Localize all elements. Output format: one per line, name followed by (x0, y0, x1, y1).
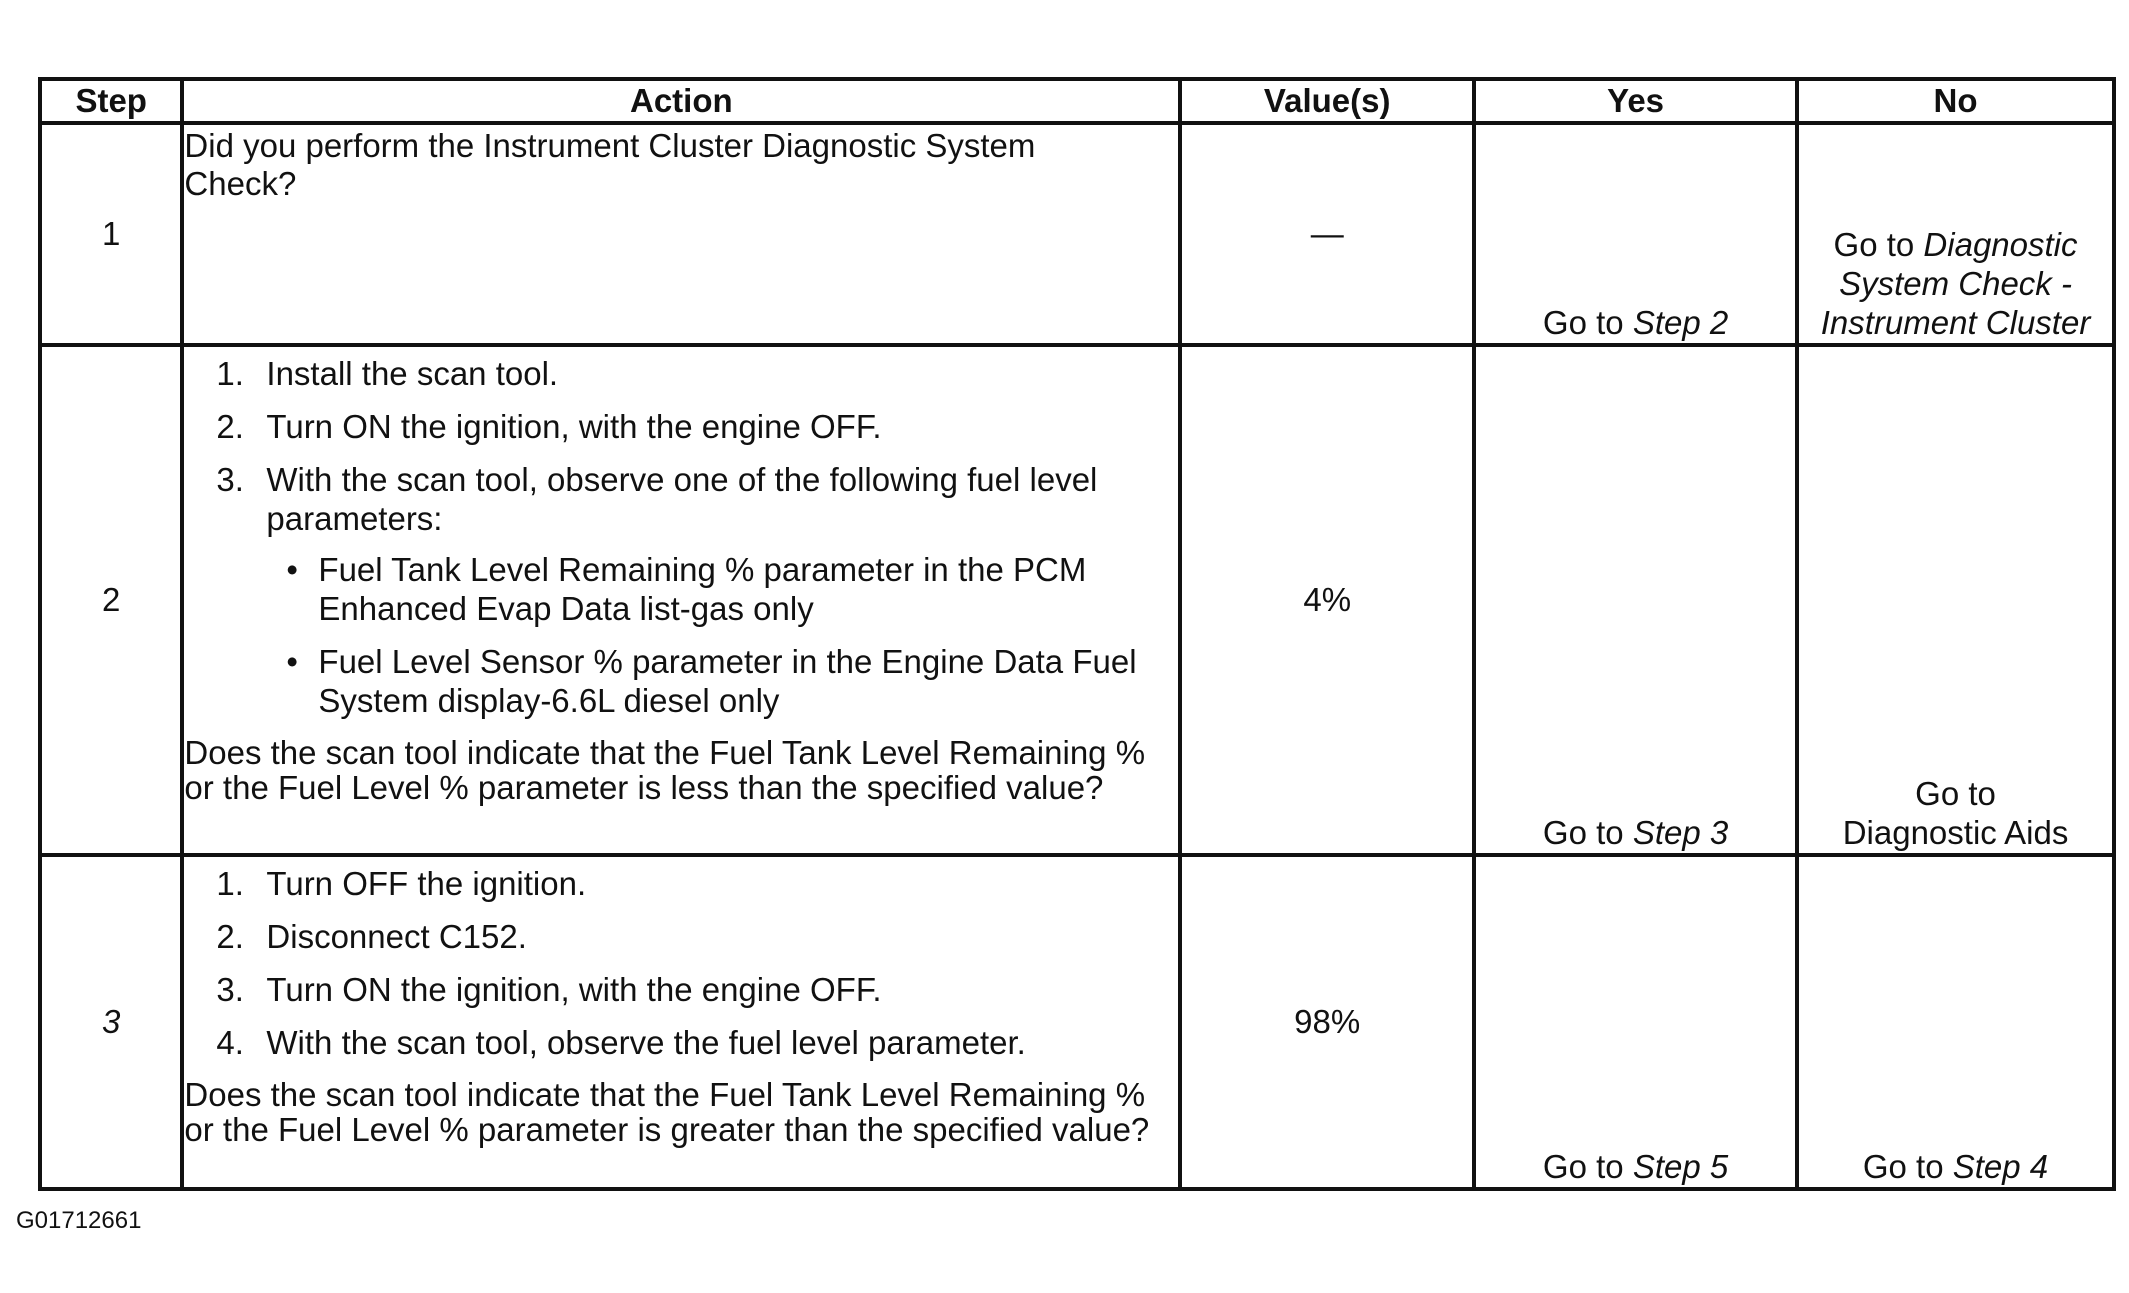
list-item: 4. With the scan tool, observe the fuel level parameter. (216, 1023, 1026, 1061)
table-row (40, 345, 2114, 855)
list-item: 3. Turn ON the ignition, with the engine OFF. (216, 970, 882, 1008)
no-link[interactable]: Diagnostic System Check - Instrument Cluster (1820, 226, 2091, 342)
value-cell: 4% (1180, 345, 1474, 855)
table-row (40, 123, 2114, 345)
list-item: 1. Install the scan tool. (216, 355, 559, 392)
yes-prefix: Go to (1542, 1148, 1633, 1186)
list-item: 2. Turn ON the ignition, with the engine OFF. (216, 407, 882, 445)
table-row (40, 855, 2114, 1189)
no-link[interactable]: Step 4 (1952, 1148, 2049, 1186)
action-cell (182, 123, 1180, 345)
action-cell (182, 345, 1180, 855)
step-number: 2 (40, 345, 182, 855)
list-item: 3. With the scan tool, observe one of the following fuel level parameters: • Fuel Tank Level Remaining % parameter in the PCM Enhanced Evap Data list-gas only • Fuel Level Sensor % parameter in the Engine Data Fuel System display-6.6L diesel only (184, 461, 1178, 721)
yes-prefix: Go to (1542, 304, 1633, 342)
yes-cell (1474, 123, 1797, 345)
header-step: Step (40, 79, 182, 123)
action-question: Does the scan tool indicate that the Fuel Tank Level Remaining % or the Fuel Level % parameter is greater than the specified value? (184, 1075, 1150, 1149)
list-item: 1. Turn OFF the ignition. (216, 865, 587, 902)
step-number: 1 (40, 123, 182, 345)
header-no: No (1797, 79, 2114, 123)
yes-link[interactable]: Step 3 (1632, 814, 1729, 852)
no-link[interactable]: Diagnostic Aids (1842, 814, 2069, 852)
no-cell (1797, 855, 2114, 1189)
no-cell (1797, 345, 2114, 855)
no-prefix: Go to (1915, 775, 1996, 813)
bullet-item: • Fuel Level Sensor % parameter in the Engine Data Fuel System display-6.6L diesel only (286, 642, 1137, 719)
action-question: Does the scan tool indicate that the Fuel Tank Level Remaining % or the Fuel Level % parameter is less than the specified value? (184, 733, 1146, 807)
header-action: Action (182, 79, 1180, 123)
procedure-list (184, 355, 1178, 721)
list-item: 2. Disconnect C152. (216, 917, 527, 955)
action-cell (182, 855, 1180, 1189)
figure-id: G01712661 (16, 1207, 142, 1234)
header-row (40, 79, 2114, 123)
no-cell (1797, 123, 2114, 345)
value-cell: 98% (1180, 855, 1474, 1189)
yes-cell (1474, 345, 1797, 855)
bullet-list (266, 551, 1178, 721)
no-prefix: Go to (1833, 226, 1924, 264)
step-number: 3 (40, 855, 182, 1189)
yes-cell (1474, 855, 1797, 1189)
yes-link[interactable]: Step 2 (1632, 304, 1729, 342)
yes-link[interactable]: Step 5 (1632, 1148, 1729, 1186)
bullet-item: • Fuel Tank Level Remaining % parameter in the PCM Enhanced Evap Data list-gas only (286, 550, 1087, 627)
diagnostic-table (38, 77, 2116, 1191)
yes-prefix: Go to (1542, 814, 1633, 852)
no-prefix: Go to (1862, 1148, 1953, 1186)
header-values: Value(s) (1180, 79, 1474, 123)
procedure-list (184, 865, 1178, 1063)
value-cell: — (1180, 123, 1474, 345)
action-question: Did you perform the Instrument Cluster Diagnostic System Check? (184, 127, 1036, 202)
header-yes: Yes (1474, 79, 1797, 123)
